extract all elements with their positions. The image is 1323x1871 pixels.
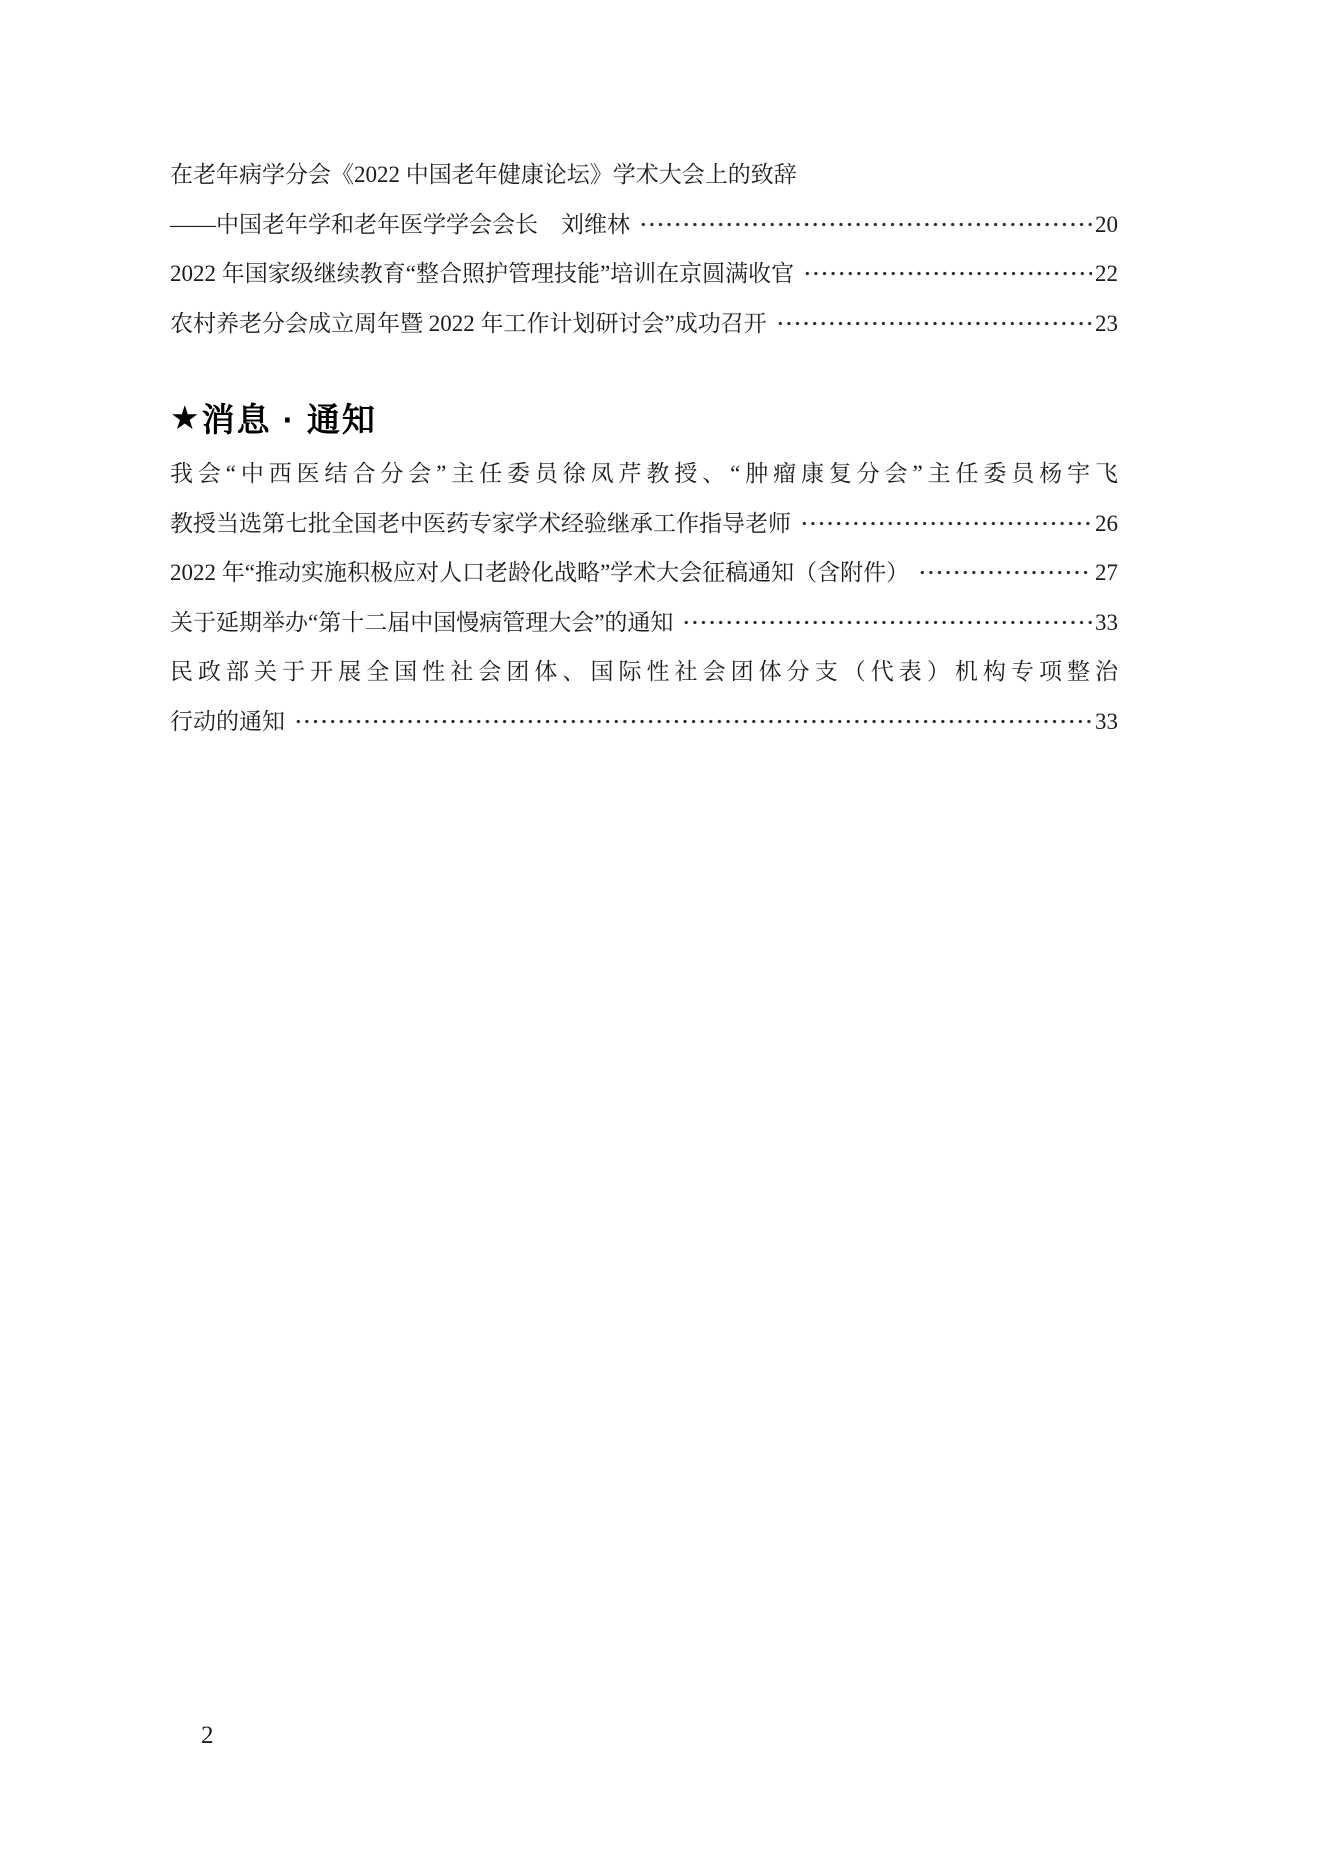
toc-page-number: 20 [1095,211,1118,237]
toc-page-number: 33 [1095,708,1118,734]
toc-entry [170,499,1118,549]
toc-page-number: 23 [1095,310,1118,336]
toc-entry-text: 关于延期举办“第十二届中国慢病管理大会”的通知 [170,609,674,635]
toc-page-number: 22 [1095,261,1118,286]
toc-entry-text: 行动的通知 [170,708,285,734]
section-heading-text: 消息 · 通知 [201,400,377,438]
toc-entry-text: 民政部关于开展全国性社会团体、国际性社会团体分支（代表）机构专项整治 [170,659,1118,684]
toc-entry [170,598,1118,648]
toc-entry [170,150,1118,200]
toc-entry-text: 2022 年国家级继续教育“整合照护管理技能”培训在京圆满收官 [170,261,795,286]
toc-entry-text: ——中国老年学和老年医学学会会长 刘维林 [170,211,630,237]
toc-entry-text: 我会“中西医结合分会”主任委员徐凤芹教授、“肿瘤康复分会”主任委员杨宇飞 [170,461,1118,486]
toc-page-number: 26 [1095,510,1118,536]
toc-entry [170,697,1118,747]
dot-leader [294,710,1092,733]
toc-entry [170,249,1118,299]
toc-entry-text: 农村养老分会成立周年暨 2022 年工作计划研讨会”成功召开 [170,310,767,336]
toc-entry [170,200,1118,250]
star-icon: ★ [170,398,200,436]
footer-page-number: 2 [201,1722,214,1749]
toc-entry [170,647,1118,697]
toc-entry-text: 在老年病学分会《2022 中国老年健康论坛》学术大会上的致辞 [170,162,797,187]
toc-entry [170,548,1118,598]
dot-leader [682,611,1092,634]
toc-page-number: 33 [1095,609,1118,635]
toc-content [170,150,1118,746]
section-heading [170,395,1118,439]
toc-entry-text: 2022 年“推动实施积极应对人口老龄化战略”学术大会征稿通知（含附件） [170,560,910,585]
toc-entry [170,449,1118,499]
dot-leader [803,262,1092,285]
toc-page-number: 27 [1095,560,1118,585]
toc-entry [170,299,1118,349]
dot-leader [776,312,1092,335]
dot-leader [918,561,1092,584]
dot-leader [800,512,1092,535]
dot-leader [639,213,1092,236]
toc-entry-text: 教授当选第七批全国老中医药专家学术经验继承工作指导老师 [170,510,791,536]
